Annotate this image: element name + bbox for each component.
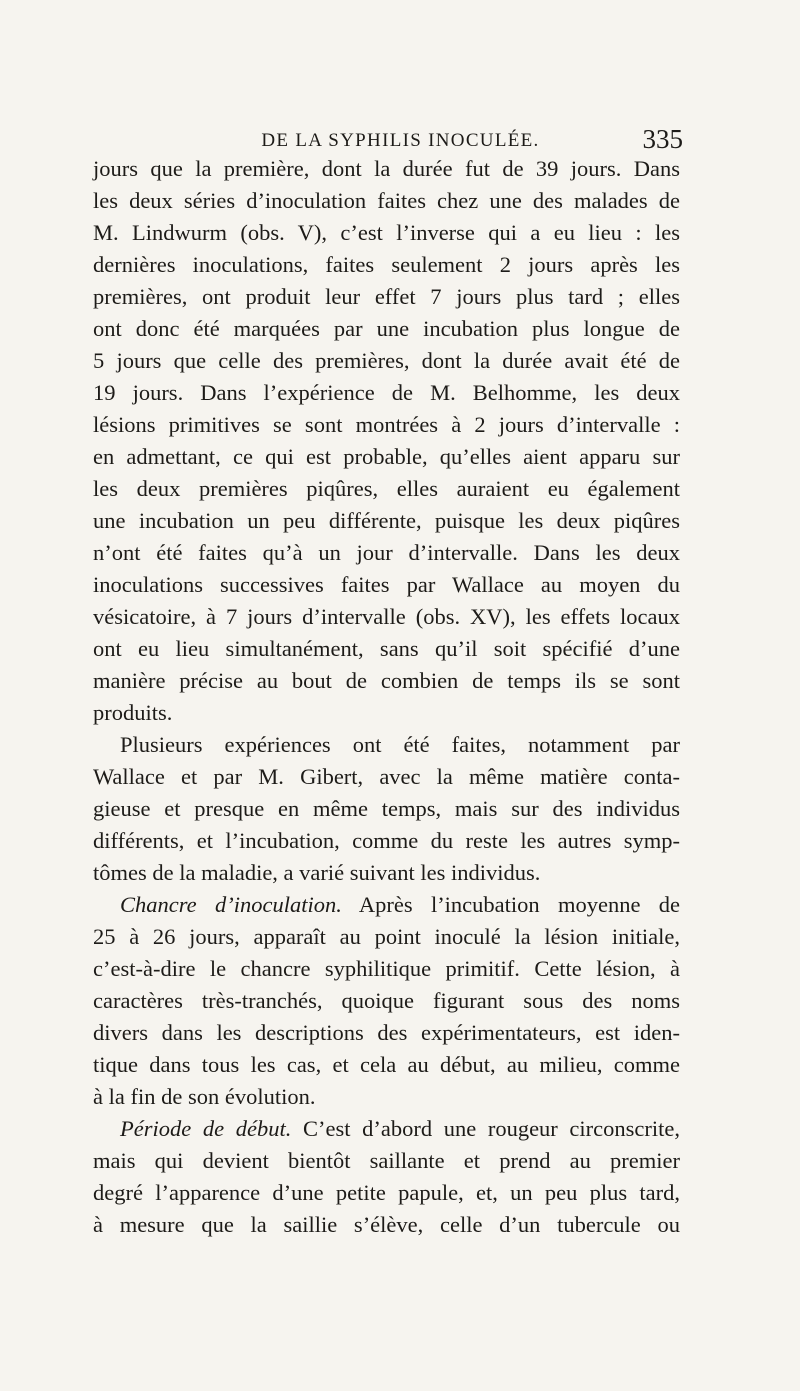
text-line: 19 jours. Dans l’expérience de M. Belhomme, les deux	[93, 380, 680, 405]
text-line: Wallace et par M. Gibert, avec la même matière conta-	[93, 764, 680, 789]
text-run: C’est d’abord une rougeur circonscrite,	[291, 1116, 680, 1141]
text-line: premières, ont produit leur effet 7 jours plus tard ; elles	[93, 284, 680, 309]
paragraph-4	[93, 1113, 680, 1241]
text-line	[93, 1113, 680, 1145]
text-line	[93, 889, 680, 921]
text-line: vésicatoire, à 7 jours d’intervalle (obs. XV), les effets locaux	[93, 604, 680, 629]
text-line: lésions primitives se sont montrées à 2 jours d’intervalle :	[93, 412, 680, 437]
page-number: 335	[642, 124, 683, 154]
paragraph-3	[93, 889, 680, 1113]
text-line: différents, et l’incubation, comme du reste les autres symp-	[93, 828, 680, 853]
text-line: ont donc été marquées par une incubation plus longue de	[93, 316, 680, 341]
text-line: à la fin de son évolution.	[93, 1084, 316, 1109]
text-line: en admettant, ce qui est probable, qu’elles aient apparu sur	[93, 444, 680, 469]
text-line: c’est-à-dire le chancre syphilitique primitif. Cette lésion, à	[93, 956, 680, 981]
section-heading-italic: Chancre d’inoculation.	[120, 892, 342, 917]
text-line: n’ont été faites qu’à un jour d’intervalle. Dans les deux	[93, 540, 680, 565]
text-line: manière précise au bout de combien de temps ils se sont	[93, 668, 680, 693]
text-line: Plusieurs expériences ont été faites, notamment par	[120, 732, 680, 757]
text-line: une incubation un peu différente, puisque les deux piqûres	[93, 508, 680, 533]
text-line: produits.	[93, 700, 173, 725]
section-heading-italic: Période de début.	[120, 1116, 292, 1141]
text-line: les deux séries d’inoculation faites chez une des malades de	[93, 188, 680, 213]
text-line: 5 jours que celle des premières, dont la durée avait été de	[93, 348, 680, 373]
text-line: jours que la première, dont la durée fut de 39 jours. Dans	[93, 156, 680, 181]
text-line: divers dans les descriptions des expérimentateurs, est iden-	[93, 1020, 680, 1045]
text-line: mais qui devient bientôt saillante et prend au premier	[93, 1148, 680, 1173]
text-line: tique dans tous les cas, et cela au début, au milieu, comme	[93, 1052, 680, 1077]
text-line: gieuse et presque en même temps, mais sur des individus	[93, 796, 680, 821]
text-line: inoculations successives faites par Wallace au moyen du	[93, 572, 680, 597]
running-title: DE LA SYPHILIS INOCULÉE.	[261, 130, 540, 151]
paragraph-1	[93, 153, 680, 729]
text-line: caractères très-tranchés, quoique figurant sous des noms	[93, 988, 680, 1013]
text-line: à mesure que la saillie s’élève, celle d’un tubercule ou	[93, 1212, 680, 1237]
text-line: degré l’apparence d’une petite papule, et, un peu plus tard,	[93, 1180, 680, 1205]
text-run: Après l’incubation moyenne de	[341, 892, 680, 917]
text-line: dernières inoculations, faites seulement 2 jours après les	[93, 252, 680, 277]
body-text	[93, 153, 680, 1241]
text-line: les deux premières piqûres, elles auraient eu également	[93, 476, 680, 501]
text-line: M. Lindwurm (obs. V), c’est l’inverse qui a eu lieu : les	[93, 220, 680, 245]
text-line: tômes de la maladie, a varié suivant les individus.	[93, 860, 541, 885]
paragraph-2	[93, 729, 680, 889]
text-line: ont eu lieu simultanément, sans qu’il soit spécifié d’une	[93, 636, 680, 661]
text-line: 25 à 26 jours, apparaît au point inoculé la lésion initiale,	[93, 924, 680, 949]
